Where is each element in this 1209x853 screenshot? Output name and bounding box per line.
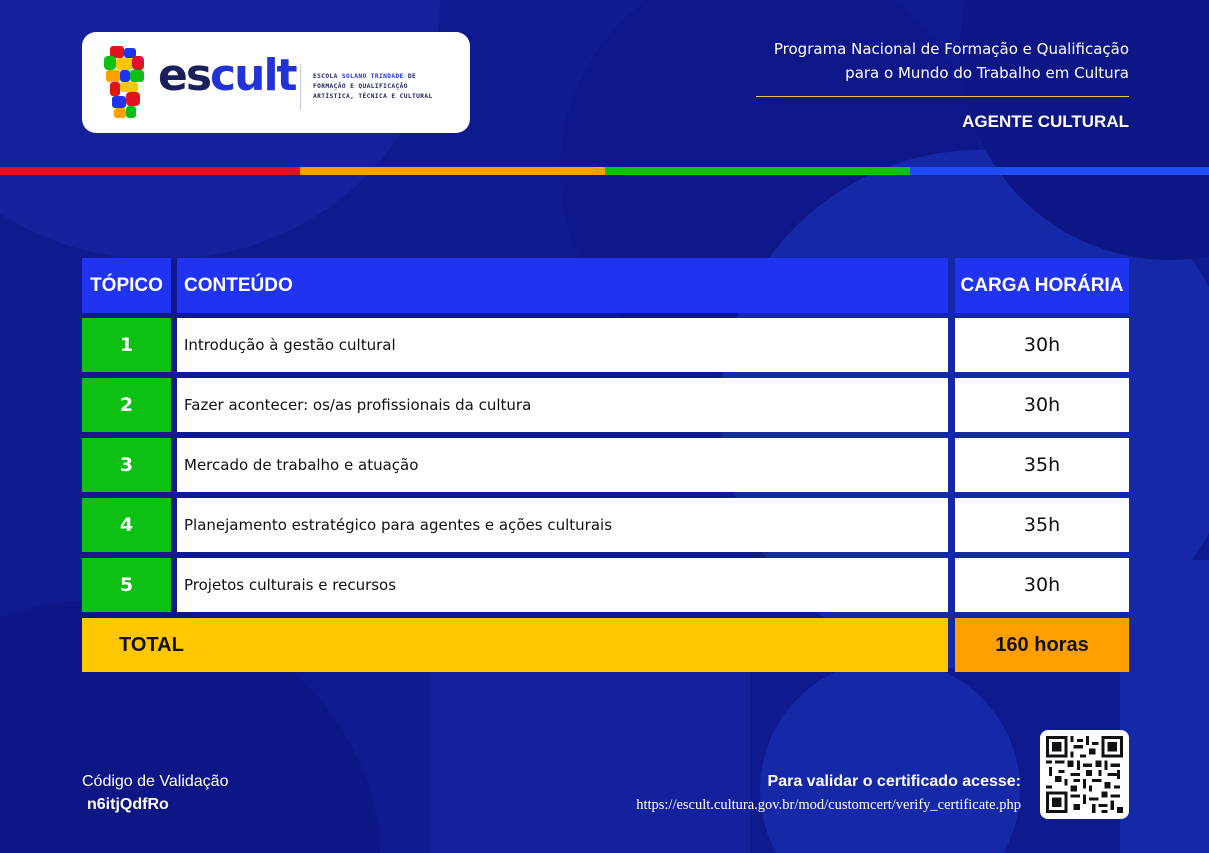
topic-hours: 30h [955,558,1129,612]
header-topic: TÓPICO [82,258,171,313]
topic-number: 5 [82,558,171,612]
qr-code-graphic [1046,736,1123,813]
logo-divider [300,64,301,110]
stripe-red [0,167,300,175]
validate-instructions: Para validar o certificado acesse: [767,773,1021,790]
topic-content: Planejamento estratégico para agentes e ações culturais [177,498,948,552]
topic-number: 2 [82,378,171,432]
topic-content: Introdução à gestão cultural [177,318,948,372]
topic-hours: 30h [955,378,1129,432]
program-title-line1: Programa Nacional de Formação e Qualificação [773,40,1129,58]
topic-content: Projetos culturais e recursos [177,558,948,612]
topic-number: 1 [82,318,171,372]
header-content: CONTEÚDO [177,258,948,313]
escult-face-logo-icon [102,46,148,120]
topic-hours: 30h [955,318,1129,372]
stripe-blue [910,167,1209,175]
escult-wordmark: escult [158,50,296,101]
program-title [709,37,1129,85]
validation-code-label: Código de Validação [82,773,229,790]
escult-logo-card [82,32,470,133]
validation-code: n6itjQdfRo [87,796,169,813]
program-divider [756,96,1129,97]
topic-content: Fazer acontecer: os/as profissionais da cultura [177,378,948,432]
total-label: TOTAL [82,618,948,672]
header-hours: CARGA HORÁRIA [955,258,1129,313]
topic-number: 4 [82,498,171,552]
stripe-orange [300,167,605,175]
topic-number: 3 [82,438,171,492]
qr-code-icon[interactable] [1040,730,1129,819]
total-hours: 160 horas [955,618,1129,672]
role-title: AGENTE CULTURAL [962,112,1129,131]
validate-url-link[interactable]: https://escult.cultura.gov.br/mod/customcert/verify_certificate.php [636,797,1021,813]
topic-hours: 35h [955,498,1129,552]
topic-content: Mercado de trabalho e atuação [177,438,948,492]
topic-hours: 35h [955,438,1129,492]
program-title-line2: para o Mundo do Trabalho em Cultura [845,64,1129,82]
stripe-green [605,167,910,175]
logo-tagline: ESCOLA SOLANO TRINDADE DE FORMAÇÃO E QUALIFICAÇÃO ARTÍSTICA, TÉCNICA E CULTURAL [313,73,433,100]
